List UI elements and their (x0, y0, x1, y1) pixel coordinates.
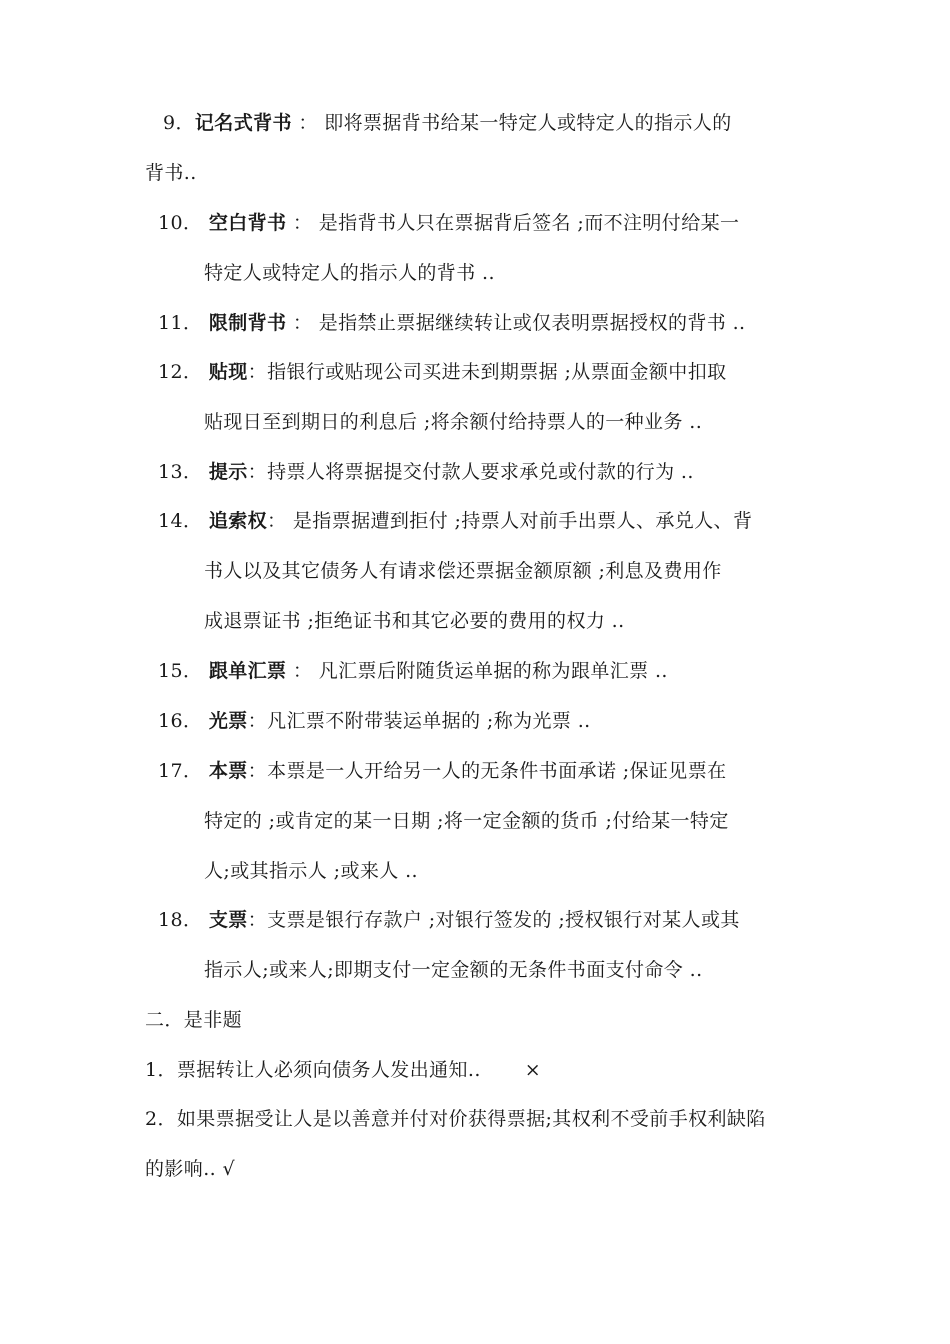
check-mark-icon: √ (222, 1158, 236, 1180)
definition-number: 10． (158, 212, 203, 234)
definition-14 (158, 508, 752, 534)
definition-number: 9． (163, 112, 195, 134)
definition-text: 本票是一人开给另一人的无条件书面承诺 ;保证见票在 (267, 760, 727, 782)
definition-term: 支票 (208, 909, 248, 931)
definition-13 (158, 459, 694, 485)
tf-item-2-continuation (145, 1156, 235, 1182)
definition-number: 15． (158, 660, 203, 682)
tf-statement-continuation: 的影响.. (145, 1158, 217, 1180)
definition-text: 凡汇票后附随货运单据的称为跟单汇票 .. (318, 660, 668, 682)
definition-9-continuation: 背书.. (145, 162, 197, 184)
definition-separator: ： (247, 461, 268, 483)
definition-separator: ： (291, 112, 318, 134)
definition-10 (158, 210, 739, 236)
definition-separator: ： (247, 361, 268, 383)
definition-separator: ： (247, 710, 268, 732)
definition-separator: ： (247, 760, 268, 782)
definition-text: 即将票据背书给某一特定人或特定人的指示人的 (324, 112, 732, 134)
definition-16 (158, 708, 591, 734)
definition-separator: ： (286, 312, 313, 334)
definition-separator: ： (286, 212, 313, 234)
definition-text: 是指禁止票据继续转让或仅表明票据授权的背书 .. (318, 312, 746, 334)
tf-item-2 (145, 1106, 766, 1132)
definition-separator: ： (267, 510, 287, 532)
definition-term: 本票 (208, 760, 248, 782)
definition-number: 17． (158, 760, 203, 782)
definition-text: 是指背书人只在票据背后签名 ;而不注明付给某一 (318, 212, 740, 234)
definition-11 (158, 310, 745, 336)
definition-term: 记名式背书 (194, 112, 292, 134)
definition-term: 追索权 (208, 510, 268, 532)
definition-text: 指银行或贴现公司买进未到期票据 ;从票面金额中扣取 (267, 361, 727, 383)
definition-18-continuation: 指示人;或来人;即期支付一定金额的无条件书面支付命令 .. (204, 959, 703, 981)
definition-14-continuation: 书人以及其它债务人有请求偿还票据金额原额 ;利息及费用作 (204, 560, 722, 582)
definition-separator: ： (286, 660, 313, 682)
definition-17-continuation: 人;或其指示人 ;或来人 .. (204, 860, 418, 882)
section-heading: 二．是非题 (145, 1009, 243, 1031)
definition-term: 跟单汇票 (208, 660, 287, 682)
definition-term: 限制背书 (208, 312, 287, 334)
definition-term: 空白背书 (208, 212, 287, 234)
definition-number: 13． (158, 461, 203, 483)
definition-17-continuation: 特定的 ;或肯定的某一日期 ;将一定金额的货币 ;付给某一特定 (204, 810, 729, 832)
definition-10-continuation: 特定人或特定人的指示人的背书 .. (204, 262, 495, 284)
definition-12-continuation: 贴现日至到期日的利息后 ;将余额付给持票人的一种业务 .. (204, 411, 703, 433)
definition-text: 支票是银行存款户 ;对银行签发的 ;授权银行对某人或其 (267, 909, 740, 931)
definition-18 (158, 907, 740, 933)
definition-17 (158, 758, 727, 784)
tf-statement: 2．如果票据受让人是以善意并付对价获得票据;其权利不受前手权利缺陷 (145, 1108, 766, 1130)
definition-term: 贴现 (208, 361, 248, 383)
definition-text: 持票人将票据提交付款人要求承兑或付款的行为 .. (267, 461, 694, 483)
definition-number: 12． (158, 361, 203, 383)
tf-item-1 (145, 1057, 541, 1083)
definition-term: 光票 (208, 710, 248, 732)
definition-number: 18． (158, 909, 203, 931)
definition-text: 凡汇票不附带装运单据的 ;称为光票 .. (267, 710, 591, 732)
definition-number: 16． (158, 710, 203, 732)
wrong-mark-icon: × (524, 1059, 542, 1081)
definition-text: 是指票据遭到拒付 ;持票人对前手出票人、承兑人、背 (292, 510, 753, 532)
definition-9 (163, 110, 732, 136)
definition-separator: ： (247, 909, 268, 931)
tf-statement: 1．票据转让人必须向债务人发出通知.. (145, 1059, 481, 1081)
definition-15 (158, 658, 668, 684)
definition-number: 11． (158, 312, 203, 334)
definition-number: 14． (158, 510, 203, 532)
definition-term: 提示 (208, 461, 248, 483)
definition-14-continuation: 成退票证书 ;拒绝证书和其它必要的费用的权力 .. (204, 610, 625, 632)
definition-12 (158, 359, 727, 385)
